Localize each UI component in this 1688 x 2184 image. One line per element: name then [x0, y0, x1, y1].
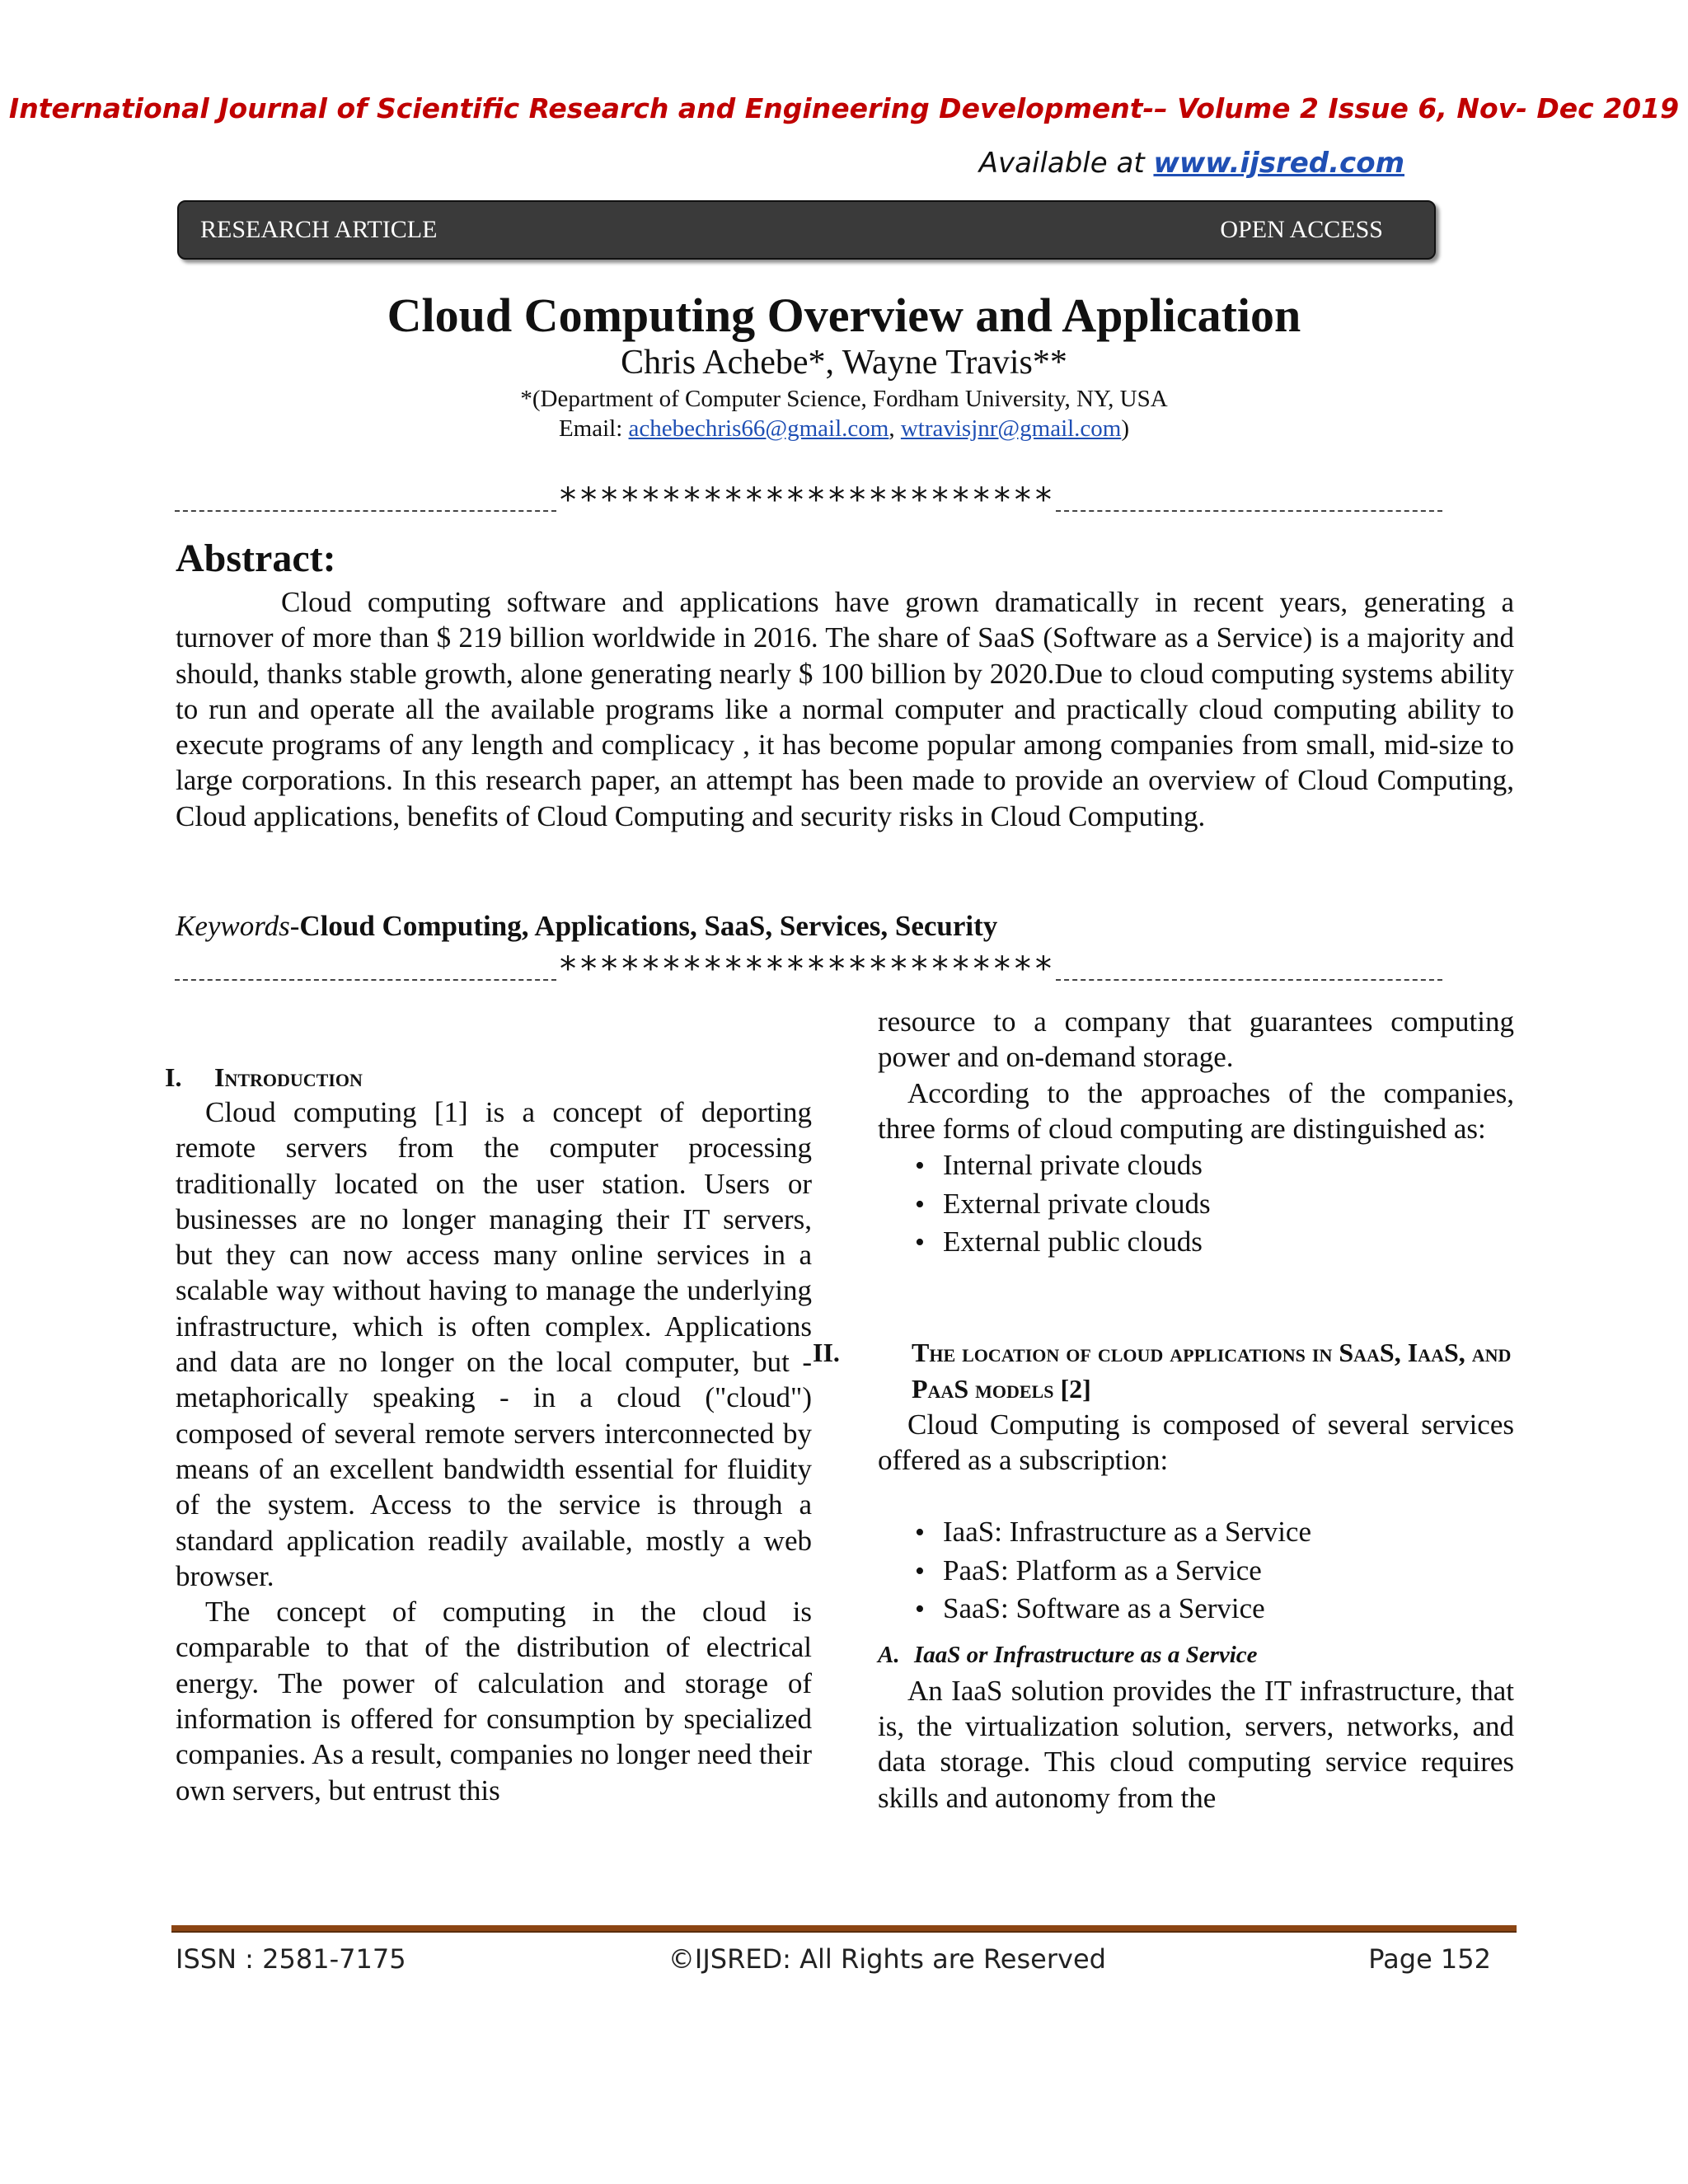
list-item: • External public clouds	[915, 1223, 1514, 1262]
left-column	[165, 1060, 812, 1808]
list-item: • PaaS: Platform as a Service	[915, 1552, 1514, 1591]
section2-paragraph-1: Cloud Computing is composed of several services offered as a subscription:	[878, 1408, 1514, 1476]
separator-stars: ************************	[558, 951, 1054, 987]
subsection-number: A.	[878, 1641, 900, 1668]
footer-copyright: ©IJSRED: All Rights are Reserved	[668, 1943, 1106, 1975]
keywords-list: Cloud Computing, Applications, SaaS, Services, Security	[299, 910, 998, 942]
author-emails	[0, 414, 1688, 443]
available-prefix: Available at	[978, 147, 1154, 180]
journal-header: International Journal of Scientific Research and Engineering Development-– Volume 2 Issue 6, Nov- Dec 2019	[8, 92, 1680, 124]
right-column	[813, 1004, 1514, 1816]
section-heading-introduction	[165, 1060, 812, 1094]
email-prefix: Email:	[558, 415, 629, 442]
footer-rule	[171, 1925, 1517, 1933]
paper-authors: Chris Achebe*, Wayne Travis**	[621, 344, 1067, 382]
article-type-banner	[177, 200, 1436, 260]
keywords-label: Keywords-	[176, 910, 300, 942]
section-number: I.	[165, 1062, 182, 1092]
page-footer	[176, 1943, 1491, 1975]
cloud-forms-intro: According to the approaches of the companies, three forms of cloud computing are distinguished as:	[878, 1076, 1514, 1145]
availability-line	[979, 147, 1404, 180]
cloud-forms-list	[878, 1146, 1514, 1262]
abstract-text: Cloud computing software and applications have grown dramatically in recent years, generating a turnover of more than $ 219 billion worldwide in 2016. The share of SaaS (Software as a Service) is a majority and should, thanks stable growth, alone generating nearly $ 100 billion by 2020.Due to cloud computing systems ability to run and operate all the available programs like a normal computer and practically cloud computing ability to execute programs of any length and complicacy , it has become popular among companies from small, mid-size to large corporations. In this research paper, an attempt has been made to provide an overview of Cloud Computing, Cloud applications, benefits of Cloud Computing and security risks in Cloud Computing.	[176, 586, 1514, 832]
section-title: The location of cloud applications in SaaS, IaaS, and PaaS models [2]	[912, 1337, 1512, 1404]
iaas-paragraph: An IaaS solution provides the IT infrastructure, that is, the virtualization solution, servers, networks, and data storage. This cloud computing service requires skills and autonomy from the	[878, 1674, 1514, 1814]
service-models-list	[878, 1513, 1514, 1629]
separator-bottom	[175, 951, 1442, 987]
intro-paragraph-1: Cloud computing [1] is a concept of deporting remote servers from the computer processing traditionally located on the user station. Users or businesses are no longer managing their IT servers, but they can now access many online services in a scalable way without having to manage the underlying infrastructure, which is often complex. Applications and data are no longer on the local computer, but - metaphorically speaking - in a cloud ("cloud") composed of several remote servers interconnected by means of an excellent bandwidth essential for fluidity of the system. Access to the service is through a standard application readily available, mostly a web browser.	[176, 1096, 812, 1592]
author-affiliation: *(Department of Computer Science, Fordham University, NY, USA	[520, 386, 1168, 412]
separator-dash-right	[1056, 510, 1442, 512]
email-link-travis[interactable]: wtravisjnr@gmail.com	[900, 415, 1122, 442]
list-item: • SaaS: Software as a Service	[915, 1590, 1514, 1629]
abstract-heading: Abstract:	[176, 537, 336, 580]
list-item: • Internal private clouds	[915, 1146, 1514, 1185]
section-number: II.	[813, 1337, 840, 1367]
intro-paragraph-2-continued: resource to a company that guarantees computing power and on-demand storage.	[878, 1005, 1514, 1074]
separator-stars: ************************	[558, 482, 1054, 518]
email-separator: ,	[889, 415, 901, 442]
footer-page-number: Page 152	[1368, 1943, 1491, 1975]
paper-title: Cloud Computing Overview and Application	[387, 288, 1301, 342]
section-heading-cloud-models	[813, 1334, 1514, 1407]
section-title: Introduction	[214, 1062, 363, 1092]
subsection-title: IaaS or Infrastructure as a Service	[914, 1641, 1258, 1668]
intro-paragraph-2: The concept of computing in the cloud is comparable to that of the distribution of electrical energy. The power of calculation and storage of information is offered for consumption by specialized companies. As a result, companies no longer need their own servers, but entrust this	[176, 1596, 812, 1807]
footer-issn: ISSN : 2581-7175	[176, 1943, 406, 1975]
list-item: • IaaS: Infrastructure as a Service	[915, 1513, 1514, 1552]
keywords-line	[176, 908, 997, 944]
research-article-label: RESEARCH ARTICLE	[200, 216, 438, 243]
separator-dash-left	[175, 510, 556, 512]
separator-dash-right	[1056, 979, 1442, 981]
open-access-label: OPEN ACCESS	[1220, 216, 1383, 243]
list-item: • External private clouds	[915, 1185, 1514, 1224]
email-link-achebe[interactable]: achebechris66@gmail.com	[628, 415, 889, 442]
separator-top	[175, 482, 1442, 518]
separator-dash-left	[175, 979, 556, 981]
subsection-heading-iaas	[878, 1637, 1514, 1673]
journal-website-link[interactable]: www.ijsred.com	[1153, 147, 1404, 180]
email-suffix: )	[1121, 415, 1130, 442]
